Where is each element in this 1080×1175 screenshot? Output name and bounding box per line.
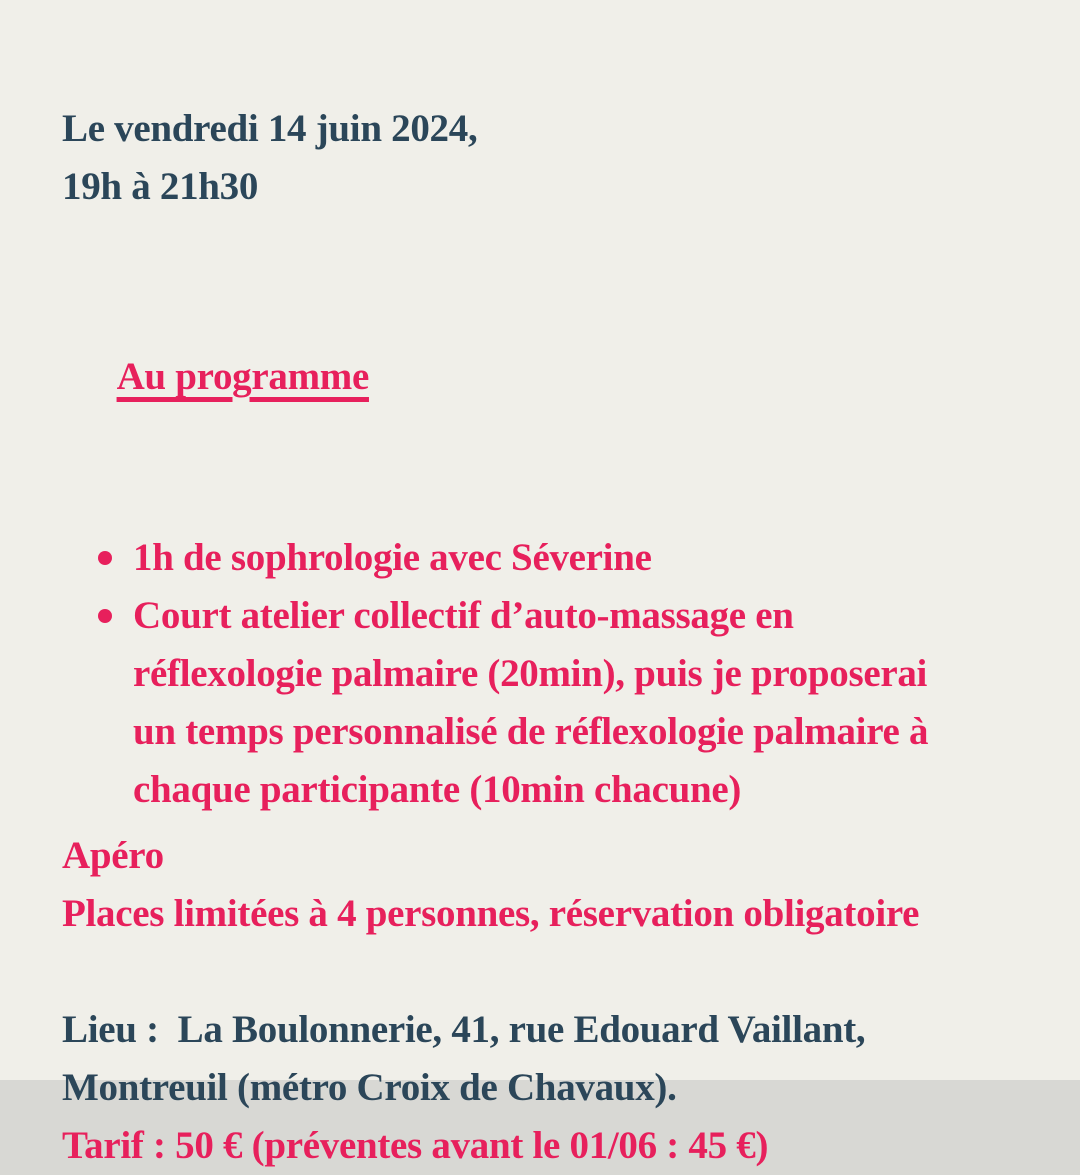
venue-address-line: Lieu : La Boulonnerie, 41, rue Edouard Vaillant, (62, 1008, 866, 1051)
bullet-icon (98, 609, 112, 623)
event-date-block (62, 100, 1050, 216)
event-date-line: Le vendredi 14 juin 2024, (62, 107, 478, 150)
places-note: Places limitées à 4 personnes, réservation obligatoire (62, 892, 920, 935)
price-line: Tarif : 50 € (préventes avant le 01/06 : 45 €) (62, 1124, 769, 1167)
event-time-line: 19h à 21h30 (62, 165, 259, 208)
program-item-sophrologie (133, 529, 1050, 587)
venue-block (62, 1001, 1050, 1117)
program-item-line: Court atelier collectif d’auto-massage en (133, 594, 794, 637)
bullet-icon (98, 551, 112, 565)
program-list (62, 529, 1050, 819)
program-heading (62, 290, 1050, 464)
program-item-line: un temps personnalisé de réflexologie palmaire à (133, 710, 929, 753)
program-item-line: réflexologie palmaire (20min), puis je proposerai (133, 652, 928, 695)
program-heading-label: Au programme (116, 355, 369, 398)
apero-note: Apéro (62, 834, 164, 877)
program-item-line: 1h de sophrologie avec Séverine (133, 536, 652, 579)
venue-city-line: Montreuil (métro Croix de Chavaux). (62, 1066, 677, 1109)
program-item-atelier (133, 587, 1050, 819)
program-item-line: chaque participante (10min chacune) (133, 768, 742, 811)
